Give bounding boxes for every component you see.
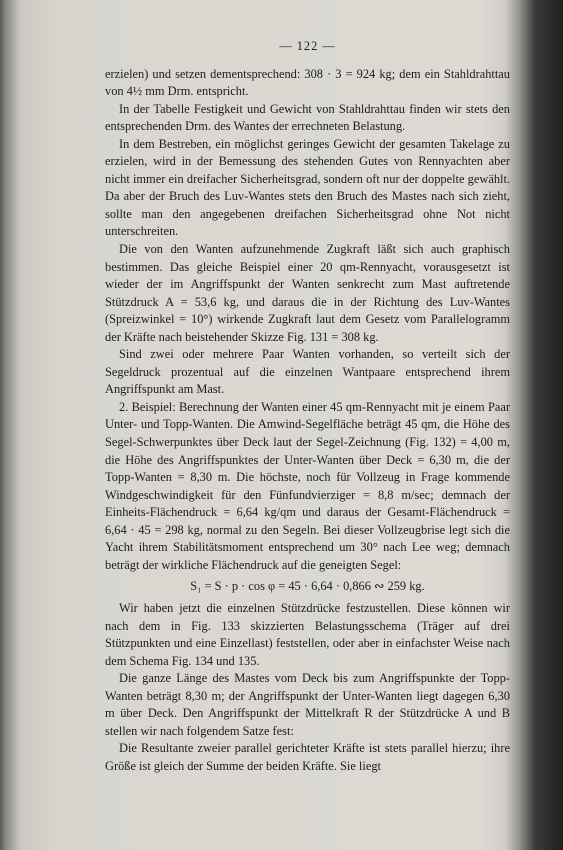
paragraph-7: Wir haben jetzt die einzelnen Stützdrücke festzustellen. Diese können wir nach dem in Fig. 133 skizzierten Belastungsschema (Träger auf drei Stützpunkten und eine Einzellast) feststellen, oder aber in einfachster Weise nach dem Schema Fig. 134 und 135. (105, 600, 510, 668)
paragraph-8: Die ganze Länge des Mastes vom Deck bis zum Angriffspunkte der Topp-Wanten beträgt 8,30 m; der Angriffspunkt der Unter-Wanten liegt dagegen 6,30 m über Deck. Den Angriffspunkt der Mittelkraft R der Stützdrücke A und B stellen wir nach folgendem Satze fest: (105, 671, 510, 738)
paragraph-1: erzielen) und setzen dementsprechend: 308 · 3 = 924 kg; dem ein Stahldrahttau von 4½ mm Drm. entspricht. (105, 66, 510, 99)
paragraph-9: Die Resultante zweier parallel gerichteter Kräfte ist stets parallel hierzu; ihre Größe ist gleich der Summe der beiden Kräfte. Sie liegt (105, 741, 510, 773)
formula: S₁ = S · p · cos φ = 45 · 6,64 · 0,866 ∾ 259 kg. (190, 579, 425, 594)
paragraph-5: Sind zwei oder mehrere Paar Wanten vorhanden, so verteilt sich der Segeldruck prozentual auf die einzelnen Wantpaare entsprechend ihrem Angriffspunkt am Mast. (105, 347, 510, 397)
page-number: — 122 — (279, 39, 336, 53)
page-content (105, 38, 510, 775)
paragraph-3: In dem Bestreben, ein möglichst geringes Gewicht der gesamten Takelage zu erzielen, wird in der Bemessung des stehenden Gutes von Rennyachten aber nicht immer ein dreifacher Sicherheitsgrad, sondern oft nur der doppelte gewählt. Da aber der Bruch des Luv-Wantes stets den Bruch des Mastes nach sich zieht, sollte man den angegebenen dreifachen Sicherheitsgrad ohne Not nicht unterschreiten. (105, 136, 510, 239)
paragraph-6: 2. Beispiel: Berechnung der Wanten einer 45 qm-Rennyacht mit je einem Paar Unter- und Topp-Wanten. Die Amwind-Segelfläche beträgt 45 qm, die Höhe des Segel-Schwerpunktes über Deck laut der Segel-Zeichnung (Fig. 132) = 4,00 m, die Höhe des Angriffspunktes der Unter-Wanten über Deck = 6,30 m, die der Topp-Wanten = 8,30 m. Die höchste, noch für Vollzeug in Frage kommende Windgeschwindigkeit für den Fünfundvierziger = 8,8 m/sec; demnach der Einheits-Flächendruck = 6,64 kg/qm und daraus der Gesamt-Flächendruck = 6,64 · 45 = 298 kg, normal zu den Segeln. Bei dieser Vollzeugbrise legt sich die Yacht ihrem Stabilitätsmoment entsprechend um 30° nach Lee weg; demnach beträgt der wirkliche Flächendruck auf die geneigten Segel: (105, 399, 510, 572)
paragraph-4: Die von den Wanten aufzunehmende Zugkraft läßt sich auch graphisch bestimmen. Das gleiche Beispiel einer 20 qm-Rennyacht, vorausgesetzt ist wieder der im Angriffspunkt der Wanten senkrecht zum Mast auftretende Stützdruck A = 53,6 kg, und daraus die in der Richtung des Luv-Wantes (Spreizwinkel = 10°) wirkende Zugkraft laut dem Gesetz vom Parallelogramm der Kräfte nach beistehender Skizze Fig. 131 = 308 kg. (105, 242, 510, 344)
paragraph-2: In der Tabelle Festigkeit und Gewicht von Stahldrahttau finden wir stets den entsprechenden Drm. des Wantes der errechneten Belastung. (105, 101, 510, 134)
